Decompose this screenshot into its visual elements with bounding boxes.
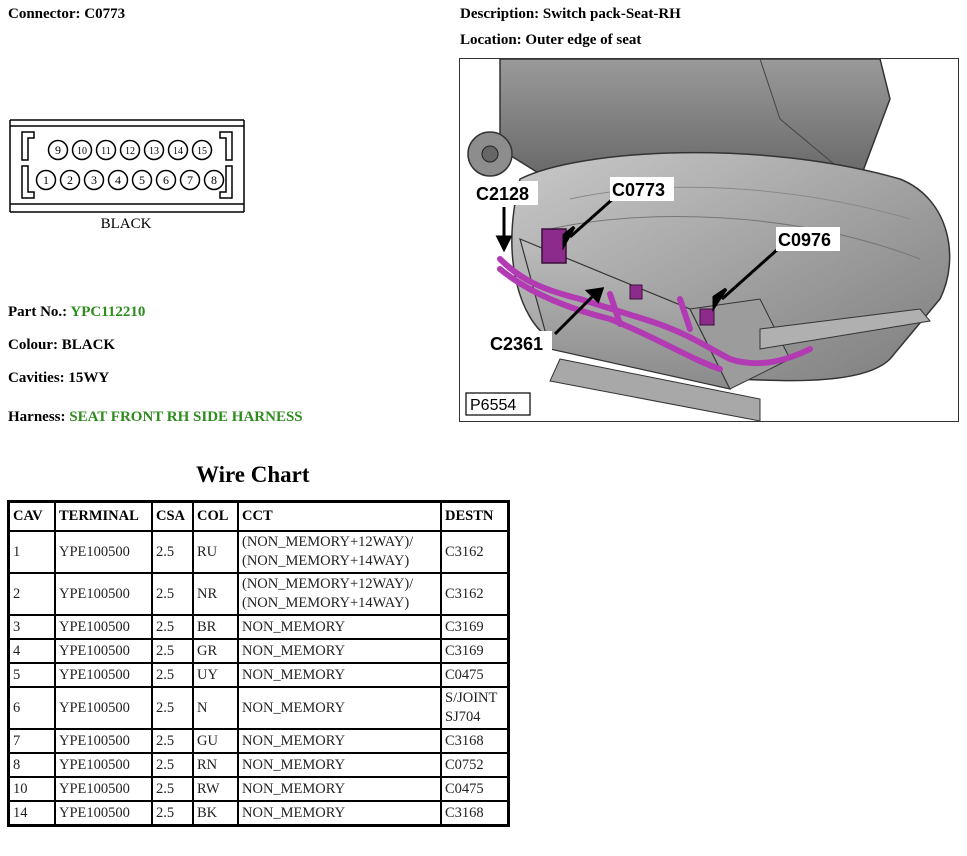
cavities-label: Cavities: bbox=[8, 370, 65, 386]
cell-terminal: YPE100500 bbox=[55, 777, 152, 801]
cell-col: UY bbox=[193, 663, 238, 687]
cell-col: GR bbox=[193, 639, 238, 663]
part-number-line bbox=[8, 304, 145, 321]
connector-line bbox=[8, 6, 125, 23]
wire-chart-row bbox=[9, 777, 509, 801]
wire-chart-row bbox=[9, 801, 509, 826]
callout-c2128: C2128 bbox=[476, 184, 530, 204]
connector-pin-label: 10 bbox=[77, 146, 87, 157]
cell-cav: 2 bbox=[9, 573, 56, 615]
cell-terminal: YPE100500 bbox=[55, 531, 152, 573]
header-cct: CCT bbox=[238, 502, 441, 532]
cell-cct: (NON_MEMORY+12WAY)/ (NON_MEMORY+14WAY) bbox=[238, 573, 441, 615]
cell-cct: NON_MEMORY bbox=[238, 639, 441, 663]
cell-destn: C3162 bbox=[441, 531, 509, 573]
colour-label: Colour: bbox=[8, 337, 58, 353]
header-destn: DESTN bbox=[441, 502, 509, 532]
cell-terminal: YPE100500 bbox=[55, 729, 152, 753]
cell-cct: NON_MEMORY bbox=[238, 663, 441, 687]
connector-pin-label: 9 bbox=[55, 143, 61, 157]
connector-face-diagram bbox=[8, 116, 246, 236]
cell-col: BR bbox=[193, 615, 238, 639]
colour-line bbox=[8, 337, 115, 354]
cell-col: RW bbox=[193, 777, 238, 801]
cell-cct: NON_MEMORY bbox=[238, 615, 441, 639]
connector-value: C0773 bbox=[84, 6, 126, 22]
cell-cct: NON_MEMORY bbox=[238, 687, 441, 729]
connector-pin-label: 1 bbox=[43, 173, 49, 187]
connector-pin-label: 11 bbox=[101, 146, 111, 157]
seat-location-illustration bbox=[459, 58, 959, 422]
cell-csa: 2.5 bbox=[152, 639, 193, 663]
description-line bbox=[460, 6, 681, 23]
wire-chart-header-row bbox=[9, 502, 509, 532]
cell-cct: NON_MEMORY bbox=[238, 753, 441, 777]
callout-c0773: C0773 bbox=[612, 180, 666, 200]
cell-terminal: YPE100500 bbox=[55, 573, 152, 615]
cell-csa: 2.5 bbox=[152, 531, 193, 573]
description-value: Switch pack-Seat-RH bbox=[542, 6, 681, 22]
connector-pin-label: 6 bbox=[163, 173, 169, 187]
cell-cav: 4 bbox=[9, 639, 56, 663]
wire-chart-title: Wire Chart bbox=[196, 462, 310, 487]
part-number-label: Part No.: bbox=[8, 304, 68, 320]
connector-pin-label: 5 bbox=[139, 173, 145, 187]
figure-id: P6554 bbox=[470, 397, 517, 414]
callout-c0976: C0976 bbox=[778, 230, 832, 250]
cell-col: NR bbox=[193, 573, 238, 615]
cell-csa: 2.5 bbox=[152, 573, 193, 615]
cell-cav: 14 bbox=[9, 801, 56, 826]
cell-cav: 7 bbox=[9, 729, 56, 753]
connector-pin-label: 7 bbox=[187, 173, 193, 187]
connector-pin-label: 15 bbox=[197, 146, 207, 157]
wire-chart-table bbox=[7, 500, 510, 827]
cell-cav: 1 bbox=[9, 531, 56, 573]
cell-cct: NON_MEMORY bbox=[238, 729, 441, 753]
connector-label: Connector: bbox=[8, 6, 81, 22]
cell-destn: C3162 bbox=[441, 573, 509, 615]
header-col: COL bbox=[193, 502, 238, 532]
cell-col: RU bbox=[193, 531, 238, 573]
cell-col: N bbox=[193, 687, 238, 729]
cell-destn: C0475 bbox=[441, 663, 509, 687]
cell-csa: 2.5 bbox=[152, 663, 193, 687]
wire-chart-row bbox=[9, 729, 509, 753]
cell-terminal: YPE100500 bbox=[55, 801, 152, 826]
cell-cct: NON_MEMORY bbox=[238, 801, 441, 826]
cell-cav: 3 bbox=[9, 615, 56, 639]
part-number-value[interactable]: YPC112210 bbox=[70, 304, 146, 320]
location-label: Location: bbox=[460, 32, 522, 48]
cell-terminal: YPE100500 bbox=[55, 753, 152, 777]
cell-destn: C3168 bbox=[441, 801, 509, 826]
cell-terminal: YPE100500 bbox=[55, 687, 152, 729]
connector-colour-caption: BLACK bbox=[100, 216, 152, 232]
cell-destn: C3168 bbox=[441, 729, 509, 753]
location-line bbox=[460, 32, 641, 49]
cell-terminal: YPE100500 bbox=[55, 639, 152, 663]
cell-destn: C3169 bbox=[441, 639, 509, 663]
cell-cav: 5 bbox=[9, 663, 56, 687]
cell-csa: 2.5 bbox=[152, 687, 193, 729]
cell-col: RN bbox=[193, 753, 238, 777]
wire-chart-row bbox=[9, 531, 509, 573]
wire-chart-row bbox=[9, 753, 509, 777]
cell-csa: 2.5 bbox=[152, 615, 193, 639]
cell-destn: S/JOINT SJ704 bbox=[441, 687, 509, 729]
header-cav: CAV bbox=[9, 502, 56, 532]
cell-cav: 10 bbox=[9, 777, 56, 801]
harness-line bbox=[8, 409, 303, 426]
location-value: Outer edge of seat bbox=[525, 32, 642, 48]
cell-destn: C0752 bbox=[441, 753, 509, 777]
wire-chart-row bbox=[9, 615, 509, 639]
cell-col: GU bbox=[193, 729, 238, 753]
connector-pin-label: 13 bbox=[149, 146, 159, 157]
cell-terminal: YPE100500 bbox=[55, 663, 152, 687]
header-csa: CSA bbox=[152, 502, 193, 532]
connector-pin-label: 8 bbox=[211, 173, 217, 187]
cavities-line bbox=[8, 370, 109, 387]
connector-pin-label: 14 bbox=[173, 146, 183, 157]
wire-chart-row bbox=[9, 663, 509, 687]
cell-cct: (NON_MEMORY+12WAY)/ (NON_MEMORY+14WAY) bbox=[238, 531, 441, 573]
wire-chart-row bbox=[9, 639, 509, 663]
cell-destn: C3169 bbox=[441, 615, 509, 639]
connector-pin-label: 4 bbox=[115, 173, 121, 187]
cell-cav: 8 bbox=[9, 753, 56, 777]
connector-pin-label: 3 bbox=[91, 173, 97, 187]
harness-label: Harness: bbox=[8, 409, 66, 425]
cell-cct: NON_MEMORY bbox=[238, 777, 441, 801]
cell-csa: 2.5 bbox=[152, 753, 193, 777]
connector-pin-label: 2 bbox=[67, 173, 73, 187]
description-label: Description: bbox=[460, 6, 540, 22]
header-terminal: TERMINAL bbox=[55, 502, 152, 532]
cell-csa: 2.5 bbox=[152, 729, 193, 753]
wire-chart-row bbox=[9, 573, 509, 615]
cell-terminal: YPE100500 bbox=[55, 615, 152, 639]
cell-csa: 2.5 bbox=[152, 801, 193, 826]
colour-value: BLACK bbox=[61, 337, 116, 353]
cavities-value: 15WY bbox=[68, 370, 110, 386]
cell-col: BK bbox=[193, 801, 238, 826]
cell-cav: 6 bbox=[9, 687, 56, 729]
cell-csa: 2.5 bbox=[152, 777, 193, 801]
connector-pin-label: 12 bbox=[125, 146, 135, 157]
callout-c2361: C2361 bbox=[490, 334, 544, 354]
harness-value[interactable]: SEAT FRONT RH SIDE HARNESS bbox=[69, 409, 303, 425]
cell-destn: C0475 bbox=[441, 777, 509, 801]
wire-chart-row bbox=[9, 687, 509, 729]
